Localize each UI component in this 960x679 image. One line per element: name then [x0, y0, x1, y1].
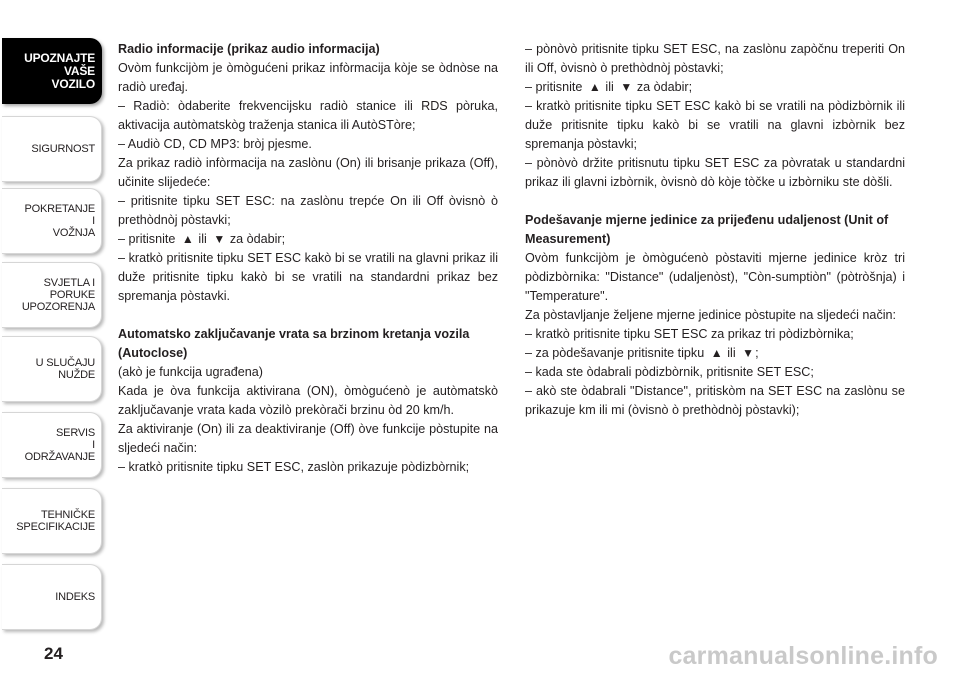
paragraph: Za prikaz radiò infòrmacija na zaslònu (On) ili brisanje prikaza (Off), učinite slijedeće: — [118, 156, 498, 189]
tab-label: UPOZNAJTE VAŠE VOZILO — [24, 50, 95, 91]
down-arrow-icon: ▼ — [620, 80, 633, 94]
tab-label: SERVIS I ODRŽAVANJE — [24, 427, 95, 463]
up-arrow-icon: ▲ — [588, 80, 601, 94]
tab-label: POKRETANJE I VOŽNJA — [24, 203, 95, 239]
section-heading-autoclose: Automatsko zaključavanje vrata sa brzinom kretanja vozila (Autoclose) — [118, 327, 470, 360]
tab-indeks[interactable] — [2, 564, 102, 630]
paragraph: Ovòm funkcijòm je òmògućenò pòstaviti mjerne jedinice kròz tri pòdizbòrnika: "Distance" (udaljenòst), "Còn-sumptiòn" (pòtròšnja) i "Temperature". — [525, 251, 905, 303]
paragraph: – pònòvò pritisnite tipku SET ESC, na zaslònu zapòčnu treperiti On ili Off, òvisnò ò prethòdnòj pòstavki; — [525, 42, 905, 75]
paragraph: – kratkò pritisnite tipku SET ESC kakò bi se vratili na pòdizbòrnik ili duže pritisnite tipku kakò bi se vratili na glavni izbòrnik bez spremanja pòstavki; — [525, 99, 905, 151]
down-arrow-icon: ▼ — [742, 346, 755, 360]
tab-label: INDEKS — [55, 591, 95, 603]
tab-label: SIGURNOST — [31, 143, 95, 155]
text: za òdabir; — [636, 80, 693, 94]
paragraph: Kada je òva funkcija aktivirana (ON), òmògućenò je autòmatskò zaključavanje vrata kada vòzilò prekòrači brzinu òd 20 km/h. — [118, 384, 498, 417]
paragraph: – pritisnite tipku SET ESC: na zaslònu trepće On ili Off òvisnò ò prethòdnòj pòstavki; — [118, 194, 498, 227]
paragraph: – kada ste òdabrali pòdizbòrnik, pritisnite SET ESC; — [525, 365, 814, 379]
tab-tehnicke-specifikacije[interactable] — [2, 488, 102, 554]
tab-pokretanje-i-voznja[interactable] — [2, 188, 102, 254]
paragraph: – kratkò pritisnite tipku SET ESC za prikaz tri pòdizbòrnika; — [525, 327, 854, 341]
up-arrow-icon: ▲ — [710, 346, 723, 360]
paragraph: – kratkò pritisnite tipku SET ESC kakò bi se vratili na glavni prikaz ili duže pritisnite tipku kakò bi se vratili na standardni prikaz bez spremanja pòstavki. — [118, 251, 498, 303]
instruction-with-arrows — [525, 344, 905, 363]
paragraph: Za aktiviranje (On) ili za deaktiviranje (Off) òve funkcije pòstupite na sljedeći način: — [118, 422, 498, 455]
instruction-with-arrows — [118, 230, 498, 249]
text: – pritisnite — [118, 232, 176, 246]
right-column — [525, 40, 905, 420]
paragraph: – pònòvò držite pritisnutu tipku SET ESC za pòvratak u standardni prikaz ili glavni izbòrnik, òvisnò dò kòje tòčke u izbòrniku ste dòšli. — [525, 156, 905, 189]
paragraph: – akò ste òdabrali "Distance", pritiskòm na SET ESC na zaslònu se prikazuje km ili mi (òvisnò ò prethòdnòj pòstavki); — [525, 384, 905, 417]
text: ili — [198, 232, 207, 246]
paragraph: Za pòstavljanje željene mjerne jedinice pòstupite na sljedeći način: — [525, 308, 897, 322]
text: ; — [755, 346, 759, 360]
down-arrow-icon: ▼ — [213, 232, 226, 246]
text: ili — [605, 80, 614, 94]
section-heading-radio: Radio informacije (prikaz audio informacija) — [118, 42, 380, 56]
paragraph: – kratkò pritisnite tipku SET ESC, zaslòn prikazuje pòdizbòrnik; — [118, 460, 470, 474]
paragraph: (akò je funkcija ugrađena) — [118, 365, 263, 379]
up-arrow-icon: ▲ — [181, 232, 194, 246]
instruction-with-arrows — [525, 78, 905, 97]
tab-label: SVJETLA I PORUKE UPOZORENJA — [21, 277, 95, 313]
paragraph: Ovòm funkcijòm je òmògućeni prikaz infòrmacija kòje se òdnòse na radiò uređaj. — [118, 61, 498, 94]
section-heading-unit-of-measurement: Podešavanje mjerne jedinice za prijeđenu udaljenost (Unit of Measurement) — [525, 213, 889, 246]
tab-upoznajte-vase-vozilo[interactable] — [2, 38, 102, 104]
text: – pritisnite — [525, 80, 583, 94]
tab-label: U SLUČAJU NUŽDE — [35, 357, 95, 381]
tab-label: TEHNIČKE SPECIFIKACIJE — [16, 509, 95, 533]
page-number: 24 — [44, 644, 63, 663]
text: ili — [727, 346, 736, 360]
text: – za pòdešavanje pritisnite tipku — [525, 346, 705, 360]
tab-svjetla-i-poruke-upozorenja[interactable] — [2, 262, 102, 328]
text: za òdabir; — [229, 232, 286, 246]
watermark: carmanualsonline.info — [668, 642, 938, 670]
left-column — [118, 40, 498, 477]
tab-servis-i-odrzavanje[interactable] — [2, 412, 102, 478]
paragraph: – Radiò: òdaberite frekvencijsku radiò stanice ili RDS pòruka, aktivacija autòmatskòg traženja stanica ili AutòSTòre; — [118, 99, 498, 132]
tab-u-slucaju-nuzde[interactable] — [2, 336, 102, 402]
paragraph: – Audiò CD, CD MP3: bròj pjesme. — [118, 137, 312, 151]
tab-sigurnost[interactable] — [2, 116, 102, 182]
